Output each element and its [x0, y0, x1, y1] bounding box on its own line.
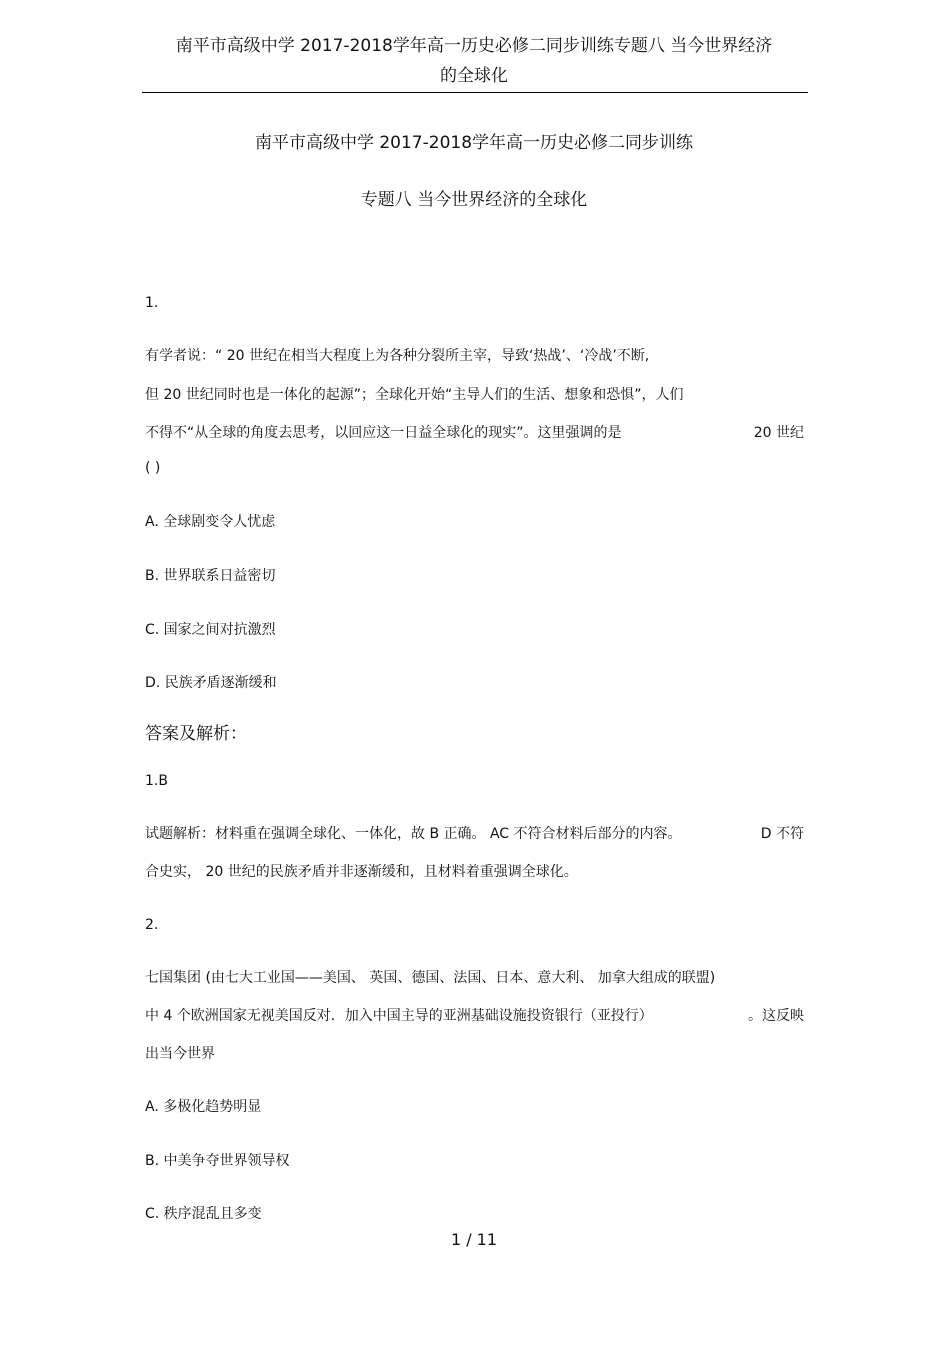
- q2-stem-line-3: 出当今世界: [145, 1046, 215, 1062]
- answer-1-explanation-line-1-right: D 不符: [760, 826, 804, 842]
- q2-stem-line-1: 七国集团 (由七大工业国——美国、 英国、德国、法国、日本、意大利、 加拿大组成的联盟): [145, 970, 716, 986]
- q2-option-c: C. 秩序混乱且多变: [145, 1206, 262, 1222]
- q2-option-b: B. 中美争夺世界领导权: [145, 1153, 290, 1169]
- q1-number: 1.: [145, 295, 159, 311]
- q2-stem-line-2: 中 4 个欧洲国家无视美国反对．加入中国主导的亚洲基础设施投资银行（亚投行）: [145, 1008, 653, 1024]
- page-number: 1 / 11: [450, 1230, 498, 1249]
- q1-answer-blank: ( ): [145, 460, 161, 476]
- q1-option-c: C. 国家之间对抗激烈: [145, 622, 276, 638]
- q1-option-d: D. 民族矛盾逐渐缓和: [145, 675, 277, 691]
- header-rule: [142, 92, 808, 93]
- doc-title-line-1: 南平市高级中学 2017-2018学年高一历史必修二同步训练: [254, 133, 694, 153]
- q1-stem-line-3: 不得不“从全球的角度去思考，以回应这一日益全球化的现实”。这里强调的是: [145, 425, 622, 441]
- q1-option-b: B. 世界联系日益密切: [145, 568, 276, 584]
- doc-title-line-2: 专题八 当今世界经济的全球化: [360, 190, 588, 210]
- q2-option-a: A. 多极化趋势明显: [145, 1099, 262, 1115]
- running-header-line-2: 的全球化: [440, 66, 508, 86]
- answer-1: 1.B: [145, 773, 168, 789]
- q1-stem-line-3-right: 20 世纪: [753, 425, 804, 441]
- q2-stem-line-2-right: 。这反映: [748, 1008, 804, 1024]
- q1-stem-line-1: 有学者说：“ 20 世纪在相当大程度上为各种分裂所主宰，导致‘热战’、‘冷战’不断,: [145, 348, 650, 364]
- answer-1-explanation-line-1: 试题解析：材料重在强调全球化、一体化，故 B 正确。 AC 不符合材料后部分的内容。: [145, 826, 682, 842]
- running-header-line-1: 南平市高级中学 2017-2018学年高一历史必修二同步训练专题八 当今世界经济: [175, 36, 773, 56]
- answer-1-explanation-line-2: 合史实， 20 世纪的民族矛盾并非逐渐缓和，且材料着重强调全球化。: [145, 864, 578, 880]
- q2-number: 2.: [145, 917, 159, 933]
- q1-option-a: A. 全球剧变令人忧虑: [145, 514, 276, 530]
- q1-stem-line-2: 但 20 世纪同时也是一体化的起源”；全球化开始“主导人们的生活、想象和恐惧”，人们: [145, 387, 684, 403]
- answers-heading: 答案及解析：: [145, 724, 247, 744]
